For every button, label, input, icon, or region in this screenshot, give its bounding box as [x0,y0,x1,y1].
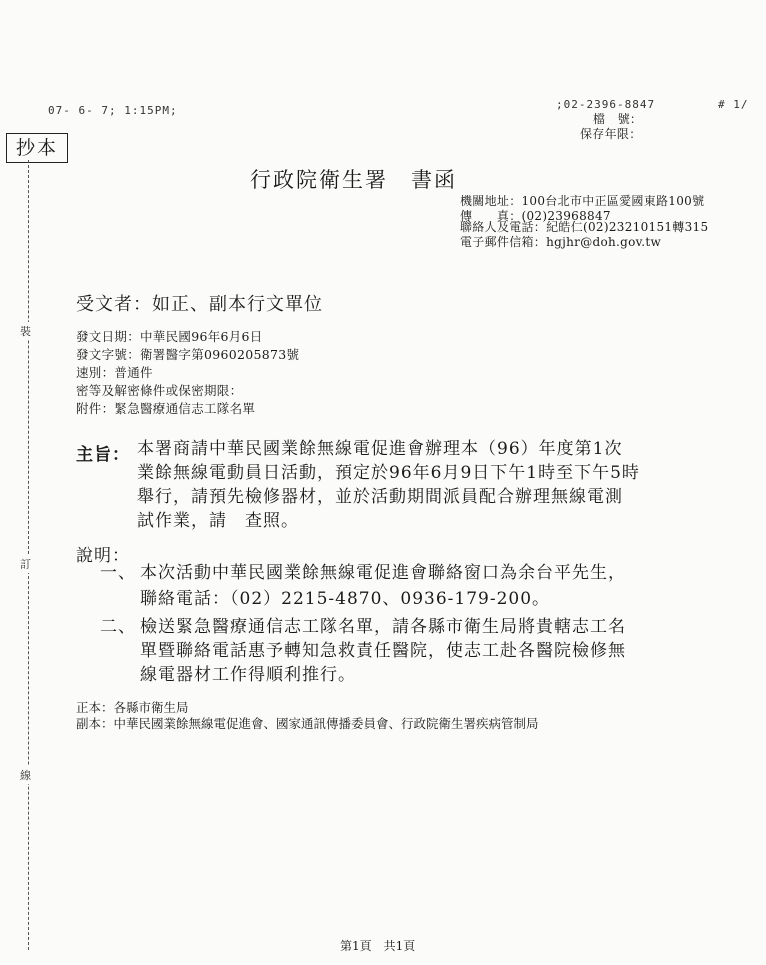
explanation-line: 線電器材工作得順利推行。 [140,665,356,685]
explanation-item-number: 二、 [100,617,136,637]
issue-attachment: 附件：緊急醫療通信志工隊名單 [76,401,256,416]
fax-page-marker: # 1/ [718,98,749,111]
agency-email: 電子郵件信箱：hgjhr@doh.gov.tw [460,235,662,249]
recipient: 受文者：如正、副本行文單位 [76,294,323,315]
subject-label: 主旨： [76,445,130,465]
fax-phone: ;02-2396-8847 [556,98,656,111]
binding-mark: 線 [20,766,31,784]
subject-line: 試作業，請 查照。 [137,511,299,531]
issue-speed: 速別：普通件 [76,365,153,380]
issue-number: 發文字號：衛署醫字第0960205873號 [76,347,300,362]
agency-contact: 聯絡人及電話：紀皓仁(02)23210151轉315 [460,220,709,234]
page-number: 第1頁 共1頁 [340,939,416,953]
copy-stamp: 抄本 [6,133,68,163]
subject-line: 本署商請中華民國業餘無線電促進會辦理本（96）年度第1次 [137,439,623,459]
agency-fax: 傳 真：(02)23968847 [460,209,611,223]
subject-line: 舉行，請預先檢修器材，並於活動期間派員配合辦理無線電測 [137,487,623,507]
subject-line: 業餘無線電動員日活動，預定於96年6月9日下午1時至下午5時 [137,463,640,483]
copy-recipients: 副本：中華民國業餘無線電促進會、國家通訊傳播委員會、行政院衛生署疾病管制局 [76,716,539,731]
binding-mark: 裝 [20,322,31,340]
binding-mark: 訂 [20,555,31,573]
explanation-label: 說明： [76,546,130,566]
retention-label: 保存年限： [580,127,642,141]
file-number-label: 檔 號： [593,112,643,126]
issue-date: 發文日期：中華民國96年6月6日 [76,329,263,344]
agency-address: 機關地址：100台北市中正區愛國東路100號 [460,194,705,208]
explanation-item-number: 一、 [100,563,136,583]
document-title: 行政院衛生署 書函 [250,168,457,192]
fax-datetime: 07- 6- 7; 1:15PM; [48,104,178,117]
original-recipients: 正本：各縣市衛生局 [76,700,189,715]
explanation-line: 聯絡電話：（02）2215-4870、0936-179-200。 [140,589,551,609]
explanation-line: 單暨聯絡電話惠予轉知急救責任醫院，使志工赴各醫院檢修無 [140,641,626,661]
explanation-line: 檢送緊急醫療通信志工隊名單，請各縣市衛生局將貴轄志工名 [140,617,626,637]
explanation-line: 本次活動中華民國業餘無線電促進會聯絡窗口為余台平先生， [140,563,626,583]
issue-secrecy: 密等及解密條件或保密期限： [76,383,243,398]
